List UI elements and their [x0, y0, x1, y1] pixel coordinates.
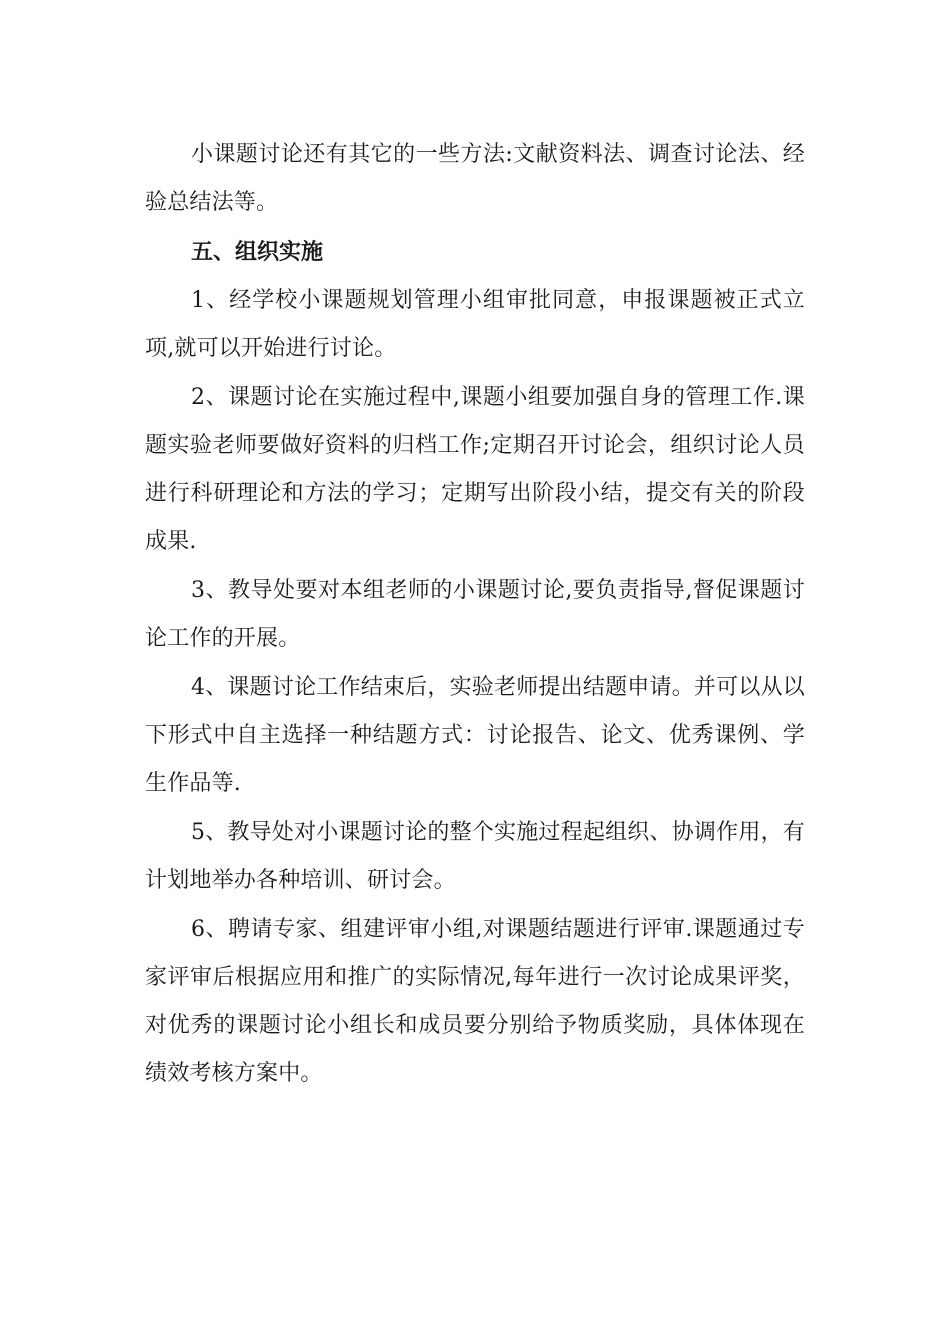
paragraph-item-4: 4、课题讨论工作结束后，实验老师提出结题申请。并可以从以下形式中自主选择一种结题方式：讨论报告、论文、优秀课例、学生作品等.	[145, 675, 805, 796]
paragraph-item-3: 3、教导处要对本组老师的小课题讨论,要负责指导,督促课题讨论工作的开展。	[145, 578, 805, 651]
paragraph-item-1: 1、经学校小课题规划管理小组审批同意，申报课题被正式立项,就可以开始进行讨论。	[145, 288, 805, 361]
paragraph-item-5: 5、教导处对小课题讨论的整个实施过程起组织、协调作用，有计划地举办各种培训、研讨会。	[145, 820, 805, 893]
document-body	[145, 131, 805, 1099]
paragraph-item-2: 2、课题讨论在实施过程中,课题小组要加强自身的管理工作.课题实验老师要做好资料的归档工作;定期召开讨论会，组织讨论人员进行科研理论和方法的学习；定期写出阶段小结，提交有关的阶段成果.	[145, 385, 805, 554]
section-heading-implementation: 五、组织实施	[191, 239, 324, 265]
paragraph-other-methods: 小课题讨论还有其它的一些方法:文献资料法、调查讨论法、经验总结法等。	[145, 142, 805, 215]
paragraph-item-6: 6、聘请专家、组建评审小组,对课题结题进行评审.课题通过专家评审后根据应用和推广的实际情况,每年进行一次讨论成果评奖，对优秀的课题讨论小组长和成员要分别给予物质奖励，具体体现在绩效考核方案中。	[145, 917, 805, 1086]
